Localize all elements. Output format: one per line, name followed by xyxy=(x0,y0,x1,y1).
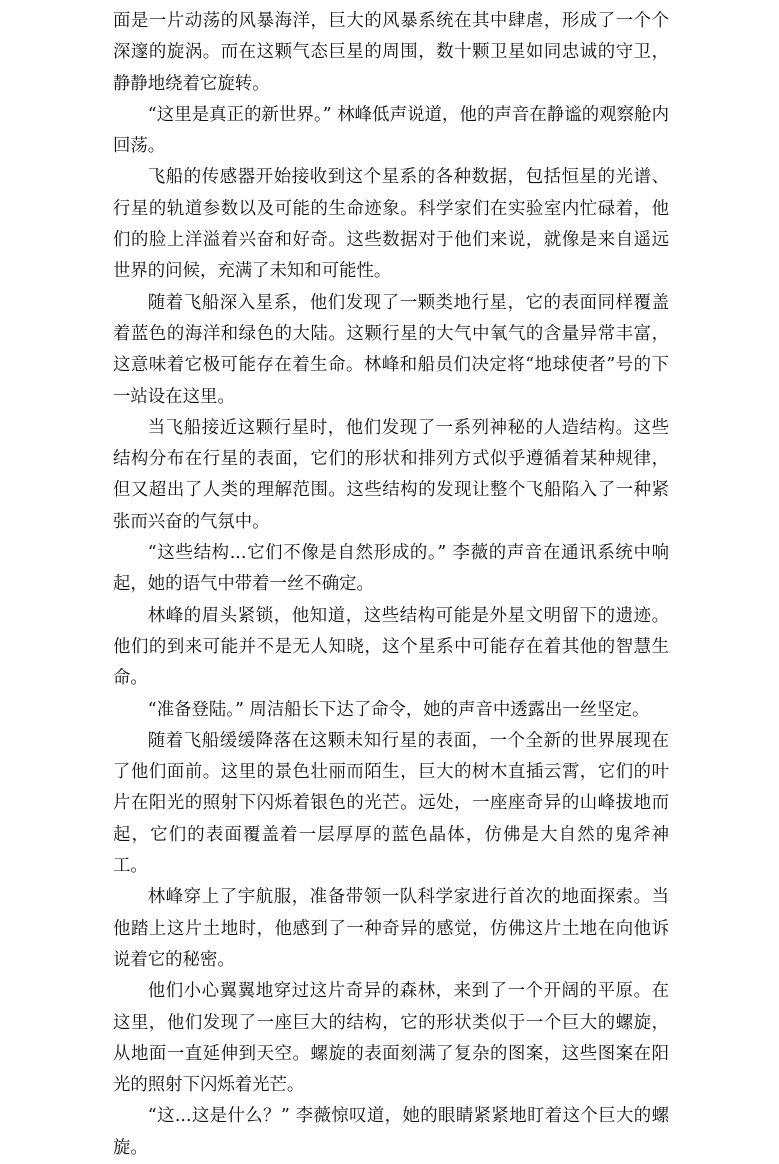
paragraph: “准备登陆。” 周洁船长下达了命令，她的声音中透露出一丝坚定。 xyxy=(147,699,650,720)
paragraph: 他们小心翼翼地穿过这片奇异的森林，来到了一个开阔的平原。在这里，他们发现了一座巨大的结构，它的形状类似于一个巨大的螺旋，从地面一直延伸到天空。螺旋的表面刻满了复杂的图案，这些图案在阳光的照射下闪烁着光芒。 xyxy=(113,981,669,1096)
paragraph: 随着飞船深入星系，他们发现了一颗类地行星，它的表面同样覆盖着蓝色的海洋和绿色的大陆。这颗行星的大气中氧气的含量异常丰富，这意味着它极可能存在着生命。林峰和船员们决定将“地球使者”号的下一站设在这里。 xyxy=(113,292,669,407)
paragraph: 随着飞船缓缓降落在这颗未知行星的表面，一个全新的世界展现在了他们面前。这里的景色壮丽而陌生，巨大的树木直插云霄，它们的叶片在阳光的照射下闪烁着银色的光芒。远处，一座座奇异的山峰拔地而起，它们的表面覆盖着一层厚厚的蓝色晶体，仿佛是大自然的鬼斧神工。 xyxy=(113,730,669,877)
paragraph: 飞船的传感器开始接收到这个星系的各种数据，包括恒星的光谱、行星的轨道参数以及可能的生命迹象。科学家们在实验室内忙碌着，他们的脸上洋溢着兴奋和好奇。这些数据对于他们来说，就像是来自遥远世界的问候，充满了未知和可能性。 xyxy=(113,167,669,282)
paragraph: 当飞船接近这颗行星时，他们发现了一系列神秘的人造结构。这些结构分布在行星的表面，它们的形状和排列方式似乎遵循着某种规律，但又超出了人类的理解范围。这些结构的发现让整个飞船陷入了一种紧张而兴奋的气氛中。 xyxy=(113,417,669,532)
paragraph-continuation: 面是一片动荡的风暴海洋，巨大的风暴系统在其中肆虐，形成了一个个深邃的旋涡。而在这颗气态巨星的周围，数十颗卫星如同忠诚的守卫，静静地绕着它旋转。 xyxy=(113,11,669,94)
paragraph: 林峰穿上了宇航服，准备带领一队科学家进行首次的地面探索。当他踏上这片土地时，他感到了一种奇异的感觉，仿佛这片土地在向他诉说着它的秘密。 xyxy=(113,887,669,970)
paragraph: “这里是真正的新世界。” 林峰低声说道，他的声音在静谧的观察舱内回荡。 xyxy=(113,104,669,157)
paragraph: 林峰的眉头紧锁，他知道，这些结构可能是外星文明留下的遗迹。他们的到来可能并不是无人知晓，这个星系中可能存在着其他的智慧生命。 xyxy=(113,605,669,689)
document-page xyxy=(113,6,669,1164)
paragraph: “这些结构...它们不像是自然形成的。” 李薇的声音在通讯系统中响起，她的语气中带着一丝不确定。 xyxy=(113,543,669,595)
paragraph: “这...这是什么？” 李薇惊叹道，她的眼睛紧紧地盯着这个巨大的螺旋。 xyxy=(113,1106,669,1158)
